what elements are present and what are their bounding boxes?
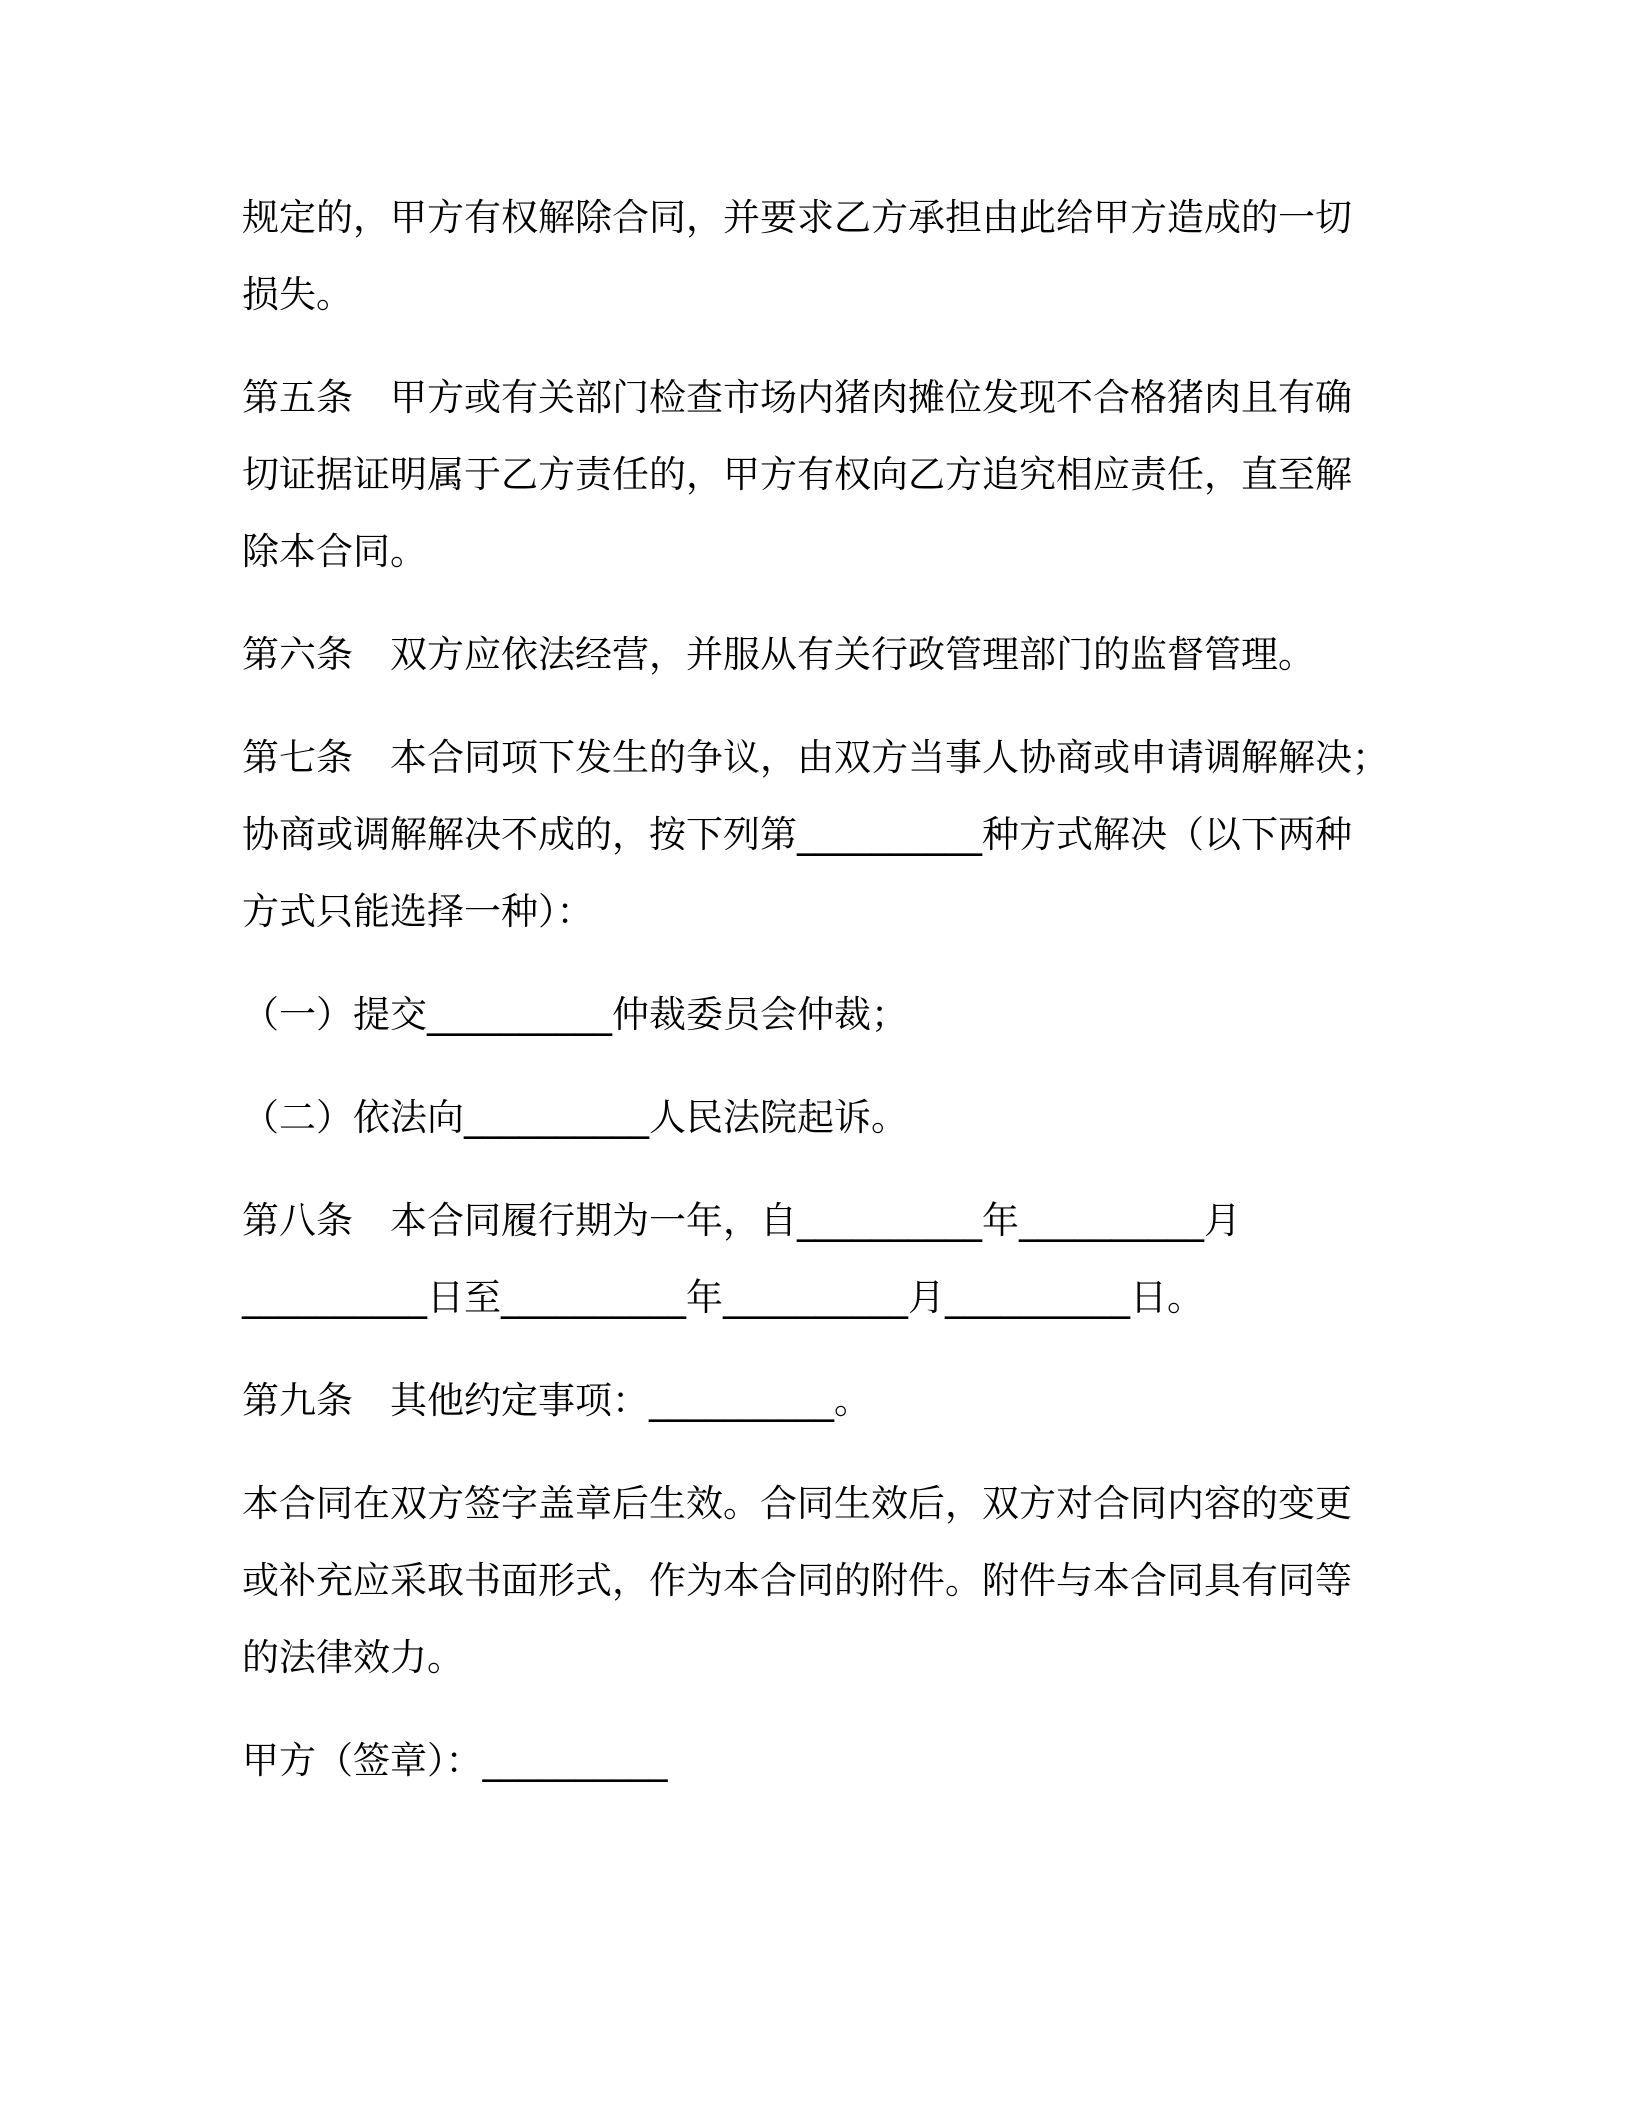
text-line: 除本合同。	[242, 530, 427, 573]
paragraph-article-7	[242, 719, 1389, 950]
party-a-signature-line	[242, 1722, 1382, 1799]
text-line: 切证据证明属于乙方责任的，甲方有权向乙方追究相应责任，直至解	[242, 453, 1352, 496]
text-line: __________日至__________年__________月__________日。	[242, 1276, 1204, 1319]
text-line: 甲方（签章）：__________	[242, 1739, 668, 1782]
text-line: 第八条 本合同履行期为一年，自__________年__________月	[242, 1199, 1241, 1242]
text-line: 的法律效力。	[242, 1636, 464, 1679]
text-line: 第七条 本合同项下发生的争议，由双方当事人协商或申请调解解决；	[242, 736, 1389, 779]
paragraph-article-9	[242, 1362, 1382, 1439]
text-line: 本合同在双方签字盖章后生效。合同生效后，双方对合同内容的变更	[242, 1482, 1352, 1525]
paragraph-effectiveness-clause	[242, 1465, 1382, 1696]
paragraph-article-5	[242, 359, 1382, 590]
paragraph-article-4-continued	[242, 179, 1382, 333]
paragraph-article-6	[242, 616, 1382, 693]
paragraph-article-7-option-1	[242, 976, 1382, 1053]
paragraph-article-7-option-2	[242, 1079, 1382, 1156]
text-line: 第六条 双方应依法经营，并服从有关行政管理部门的监督管理。	[242, 633, 1315, 676]
paragraph-article-8	[242, 1182, 1382, 1336]
text-line: 损失。	[242, 273, 353, 316]
text-line: 方式只能选择一种）：	[242, 890, 594, 933]
text-line: 规定的，甲方有权解除合同，并要求乙方承担由此给甲方造成的一切	[242, 196, 1352, 239]
text-line: （二）依法向__________人民法院起诉。	[242, 1096, 908, 1139]
text-line: 或补充应采取书面形式，作为本合同的附件。附件与本合同具有同等	[242, 1559, 1352, 1602]
document-page	[242, 179, 1389, 1825]
text-line: （一）提交__________仲裁委员会仲裁；	[242, 993, 908, 1036]
text-line: 第五条 甲方或有关部门检查市场内猪肉摊位发现不合格猪肉且有确	[242, 376, 1352, 419]
text-line: 第九条 其他约定事项：__________。	[242, 1379, 871, 1422]
text-line: 协商或调解解决不成的，按下列第__________种方式解决（以下两种	[242, 813, 1352, 856]
